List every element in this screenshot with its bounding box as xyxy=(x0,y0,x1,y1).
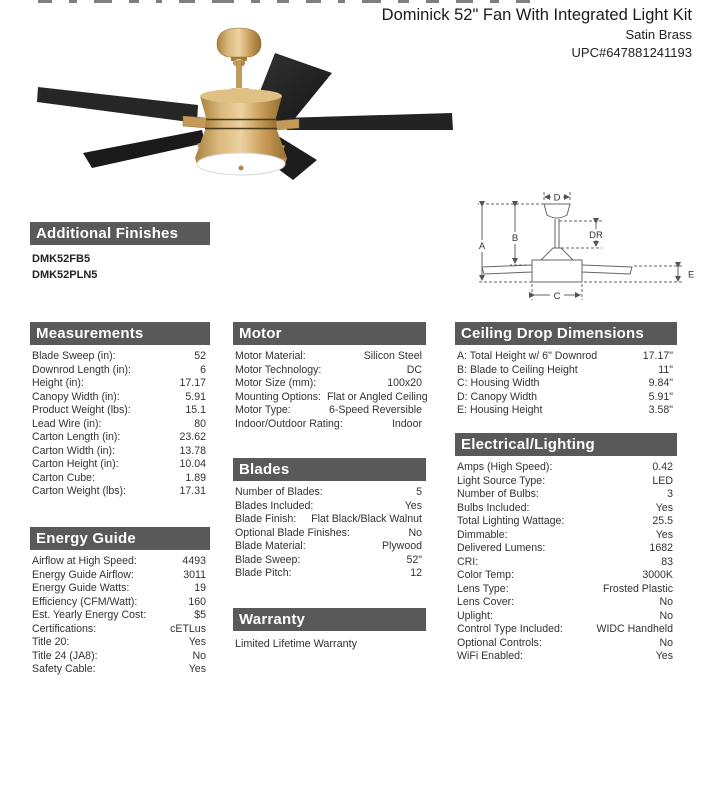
spec-value: No xyxy=(408,526,422,539)
section-header-warranty: Warranty xyxy=(233,608,426,631)
spec-row xyxy=(32,404,206,418)
spec-value: 80 xyxy=(194,417,206,430)
spec-label: E: Housing Height xyxy=(457,404,543,416)
spec-label: Uplight: xyxy=(457,609,493,622)
spec-label: Carton Weight (lbs): xyxy=(32,485,127,497)
spec-value: Yes xyxy=(188,663,206,675)
spec-label: Est. Yearly Energy Cost: xyxy=(32,609,147,621)
spec-label: Safety Cable: xyxy=(32,663,96,675)
spec-row xyxy=(235,350,422,364)
spec-row xyxy=(32,650,206,664)
spec-value: No xyxy=(192,649,206,662)
spec-value: No xyxy=(659,636,673,649)
dim-label-d: D xyxy=(553,192,561,204)
spec-row xyxy=(32,663,206,677)
section-header-measurements: Measurements xyxy=(30,322,210,345)
spec-row xyxy=(457,556,673,570)
spec-label: Blade Pitch: xyxy=(235,567,292,579)
spec-value: 5.91 xyxy=(185,390,206,403)
spec-label: Blade Finish: xyxy=(235,513,297,525)
spec-value: No xyxy=(659,596,673,608)
spec-label: CRI: xyxy=(457,555,479,568)
spec-row xyxy=(457,488,673,502)
spec-value: 10.04 xyxy=(179,458,206,470)
spec-row xyxy=(32,377,206,391)
section-header-additional-finishes: Additional Finishes xyxy=(30,222,210,245)
spec-value: 17.17 xyxy=(179,377,206,389)
spec-label: Mounting Options: xyxy=(235,390,321,403)
spec-row xyxy=(32,391,206,405)
spec-value: 100x20 xyxy=(387,377,422,389)
section-measurements xyxy=(30,322,210,499)
section-blades xyxy=(233,458,426,581)
spec-value: Yes xyxy=(655,528,673,541)
section-motor xyxy=(233,322,426,431)
spec-row xyxy=(32,582,206,596)
spec-row xyxy=(457,475,673,489)
spec-value: WIDC Handheld xyxy=(596,623,673,635)
spec-row xyxy=(235,500,422,514)
spec-label: Energy Guide Watts: xyxy=(32,582,130,594)
section-header-electrical: Electrical/Lighting xyxy=(455,433,677,456)
spec-label: Canopy Width (in): xyxy=(32,390,120,403)
spec-row xyxy=(457,650,673,664)
spec-label: Blade Material: xyxy=(235,540,306,552)
spec-row xyxy=(32,636,206,650)
spec-value: 12 xyxy=(410,567,422,579)
diagram-labels xyxy=(479,193,695,303)
spec-label: Carton Height (in): xyxy=(32,458,119,470)
spec-value: 17.31 xyxy=(179,485,206,497)
spec-row xyxy=(235,540,422,554)
spec-label: Title 24 (JA8): xyxy=(32,649,98,662)
spec-row xyxy=(457,502,673,516)
spec-row xyxy=(32,364,206,378)
spec-value: 52" xyxy=(406,553,422,566)
spec-label: Efficiency (CFM/Watt): xyxy=(32,595,138,608)
product-title: Dominick 52" Fan With Integrated Light Kit xyxy=(381,6,692,24)
diagram-canopy xyxy=(544,204,570,218)
spec-value: 3 xyxy=(667,488,673,500)
motor-rows xyxy=(233,350,426,431)
spec-label: Bulbs Included: xyxy=(457,501,530,514)
spec-row xyxy=(457,569,673,583)
spec-row xyxy=(32,485,206,499)
spec-label: Energy Guide Airflow: xyxy=(32,568,134,581)
spec-label: Certifications: xyxy=(32,622,97,635)
ceiling-drop-rows xyxy=(455,350,677,418)
spec-row xyxy=(235,486,422,500)
dimension-diagram xyxy=(460,188,710,306)
dim-label-dr: DR xyxy=(589,230,603,241)
spec-row xyxy=(457,529,673,543)
dim-label-a: A xyxy=(478,241,486,252)
measurements-rows xyxy=(30,350,210,499)
product-finish: Satin Brass xyxy=(625,27,692,42)
spec-label: Lens Cover: xyxy=(457,596,515,608)
warranty-text: Limited Lifetime Warranty xyxy=(235,638,358,650)
cropped-logo-remnant xyxy=(38,0,530,3)
section-header-ceiling-drop: Ceiling Drop Dimensions xyxy=(455,322,677,345)
spec-row xyxy=(235,527,422,541)
spec-label: Motor Technology: xyxy=(235,363,322,376)
spec-row xyxy=(32,418,206,432)
section-header-motor: Motor xyxy=(233,322,426,345)
spec-label: Blades Included: xyxy=(235,499,314,512)
spec-row xyxy=(457,377,673,391)
spec-value: 1682 xyxy=(649,542,673,554)
spec-label: Indoor/Outdoor Rating: xyxy=(235,417,343,430)
spec-label: Delivered Lumens: xyxy=(457,542,546,554)
spec-value: Plywood xyxy=(381,540,422,552)
spec-row xyxy=(457,623,673,637)
spec-value: 9.84" xyxy=(648,377,673,389)
spec-label: Color Temp: xyxy=(457,569,514,581)
electrical-rows xyxy=(455,461,677,664)
spec-value: 5 xyxy=(416,486,422,498)
spec-row xyxy=(235,418,422,432)
spec-row xyxy=(457,461,673,475)
finish-codes xyxy=(30,252,210,282)
spec-label: Carton Width (in): xyxy=(32,444,116,457)
spec-value: Flat or Angled Ceiling xyxy=(326,390,428,403)
diagram-blade-right xyxy=(582,265,632,274)
fan-light-lens xyxy=(195,153,287,175)
spec-value: 1.89 xyxy=(185,471,206,484)
spec-value: 5.91" xyxy=(648,390,673,403)
fan-finial xyxy=(239,166,244,171)
spec-row xyxy=(32,350,206,364)
spec-value: 15.1 xyxy=(185,404,206,416)
spec-value: DC xyxy=(406,363,422,376)
spec-label: Motor Type: xyxy=(235,404,291,416)
spec-label: Optional Blade Finishes: xyxy=(235,526,350,539)
spec-value: 23.62 xyxy=(179,431,206,443)
spec-row xyxy=(32,609,206,623)
spec-label: Blade Sweep (in): xyxy=(32,350,116,362)
spec-label: Carton Cube: xyxy=(32,471,96,484)
section-header-blades: Blades xyxy=(233,458,426,481)
spec-row xyxy=(235,567,422,581)
spec-value: 3000K xyxy=(642,569,673,581)
spec-label: Carton Length (in): xyxy=(32,431,121,443)
spec-value: 6-Speed Reversible xyxy=(328,404,422,416)
spec-label: D: Canopy Width xyxy=(457,390,538,403)
spec-value: 25.5 xyxy=(652,515,673,527)
blades-rows xyxy=(233,486,426,581)
spec-label: Product Weight (lbs): xyxy=(32,404,131,416)
spec-value: LED xyxy=(652,474,673,487)
section-energy-guide xyxy=(30,527,210,677)
spec-label: C: Housing Width xyxy=(457,377,540,389)
spec-value: 4493 xyxy=(182,555,206,567)
spec-label: Optional Controls: xyxy=(457,636,542,649)
spec-value: 3011 xyxy=(183,568,206,581)
spec-row xyxy=(32,458,206,472)
spec-row xyxy=(235,513,422,527)
spec-label: Airflow at High Speed: xyxy=(32,555,137,567)
dim-label-c: C xyxy=(553,291,561,302)
spec-row xyxy=(32,445,206,459)
spec-label: Light Source Type: xyxy=(457,474,546,487)
spec-row xyxy=(32,569,206,583)
product-image-fan xyxy=(25,18,465,208)
dim-label-e: E xyxy=(688,269,695,281)
spec-label: Downrod Length (in): xyxy=(32,363,131,376)
spec-row xyxy=(235,390,428,405)
spec-label: Motor Size (mm): xyxy=(235,377,317,389)
spec-row xyxy=(457,637,673,651)
spec-value: Yes xyxy=(188,636,206,648)
spec-label: A: Total Height w/ 6" Downrod xyxy=(457,350,598,362)
spec-row xyxy=(457,364,673,378)
spec-row xyxy=(457,404,673,418)
spec-row xyxy=(235,377,422,391)
spec-row xyxy=(235,554,422,568)
spec-value: Silicon Steel xyxy=(363,350,422,362)
spec-label: Total Lighting Wattage: xyxy=(457,515,565,527)
spec-row xyxy=(32,596,206,610)
diagram-blade-left xyxy=(482,265,532,274)
spec-value: Frosted Plastic xyxy=(602,582,673,595)
spec-row xyxy=(457,515,673,529)
spec-value: Yes xyxy=(655,501,673,514)
spec-value: 13.78 xyxy=(179,444,206,457)
section-header-energy-guide: Energy Guide xyxy=(30,527,210,550)
spec-row xyxy=(457,391,673,405)
spec-label: Number of Bulbs: xyxy=(457,488,539,500)
spec-row xyxy=(235,364,422,378)
spec-value: Indoor xyxy=(391,417,422,430)
section-electrical-lighting xyxy=(455,433,677,664)
energy-guide-rows xyxy=(30,555,210,677)
spec-value: 0.42 xyxy=(652,461,673,473)
finish-code: DMK52PLN5 xyxy=(32,269,98,281)
spec-value: $5 xyxy=(194,609,206,621)
finish-code: DMK52FB5 xyxy=(32,253,91,265)
spec-label: Height (in): xyxy=(32,377,84,389)
spec-label: B: Blade to Ceiling Height xyxy=(457,363,578,376)
spec-row xyxy=(32,623,206,637)
spec-value: 11" xyxy=(658,363,673,376)
spec-label: Motor Material: xyxy=(235,350,306,362)
spec-label: WiFi Enabled: xyxy=(457,650,523,662)
spec-label: Amps (High Speed): xyxy=(457,461,553,473)
spec-value: 17.17" xyxy=(642,350,673,362)
spec-value: Flat Black/Black Walnut xyxy=(311,513,422,525)
spec-row xyxy=(457,350,673,364)
spec-row xyxy=(32,472,206,486)
spec-value: cETLus xyxy=(170,622,206,635)
spec-value: 83 xyxy=(661,555,673,568)
spec-row xyxy=(457,542,673,556)
spec-value: Yes xyxy=(404,499,422,512)
spec-row xyxy=(235,404,422,418)
fan-canopy-downrod xyxy=(217,28,263,98)
spec-value: 3.58" xyxy=(648,404,673,416)
section-warranty xyxy=(233,608,426,650)
spec-value: No xyxy=(659,609,673,622)
spec-value: 19 xyxy=(194,582,206,594)
product-upc: UPC#647881241193 xyxy=(571,45,692,60)
spec-value: 52 xyxy=(194,350,206,362)
spec-row xyxy=(32,431,206,445)
spec-row xyxy=(32,555,206,569)
section-ceiling-drop-dimensions xyxy=(455,322,677,418)
spec-value: Yes xyxy=(655,650,673,662)
spec-label: Control Type Included: xyxy=(457,623,563,635)
spec-value: 160 xyxy=(188,595,206,608)
spec-row xyxy=(457,596,673,610)
spec-value: 6 xyxy=(200,363,206,376)
spec-label: Lead Wire (in): xyxy=(32,417,102,430)
fan-motor-housing xyxy=(195,89,287,158)
spec-row xyxy=(457,610,673,624)
spec-label: Number of Blades: xyxy=(235,486,323,498)
diagram-cone xyxy=(541,248,573,260)
spec-label: Lens Type: xyxy=(457,582,509,595)
spec-row xyxy=(457,583,673,597)
spec-label: Blade Sweep: xyxy=(235,553,301,566)
section-additional-finishes xyxy=(30,222,210,284)
dim-label-b: B xyxy=(511,233,519,244)
spec-label: Dimmable: xyxy=(457,528,508,541)
diagram-housing xyxy=(532,260,582,282)
spec-label: Title 20: xyxy=(32,636,70,648)
